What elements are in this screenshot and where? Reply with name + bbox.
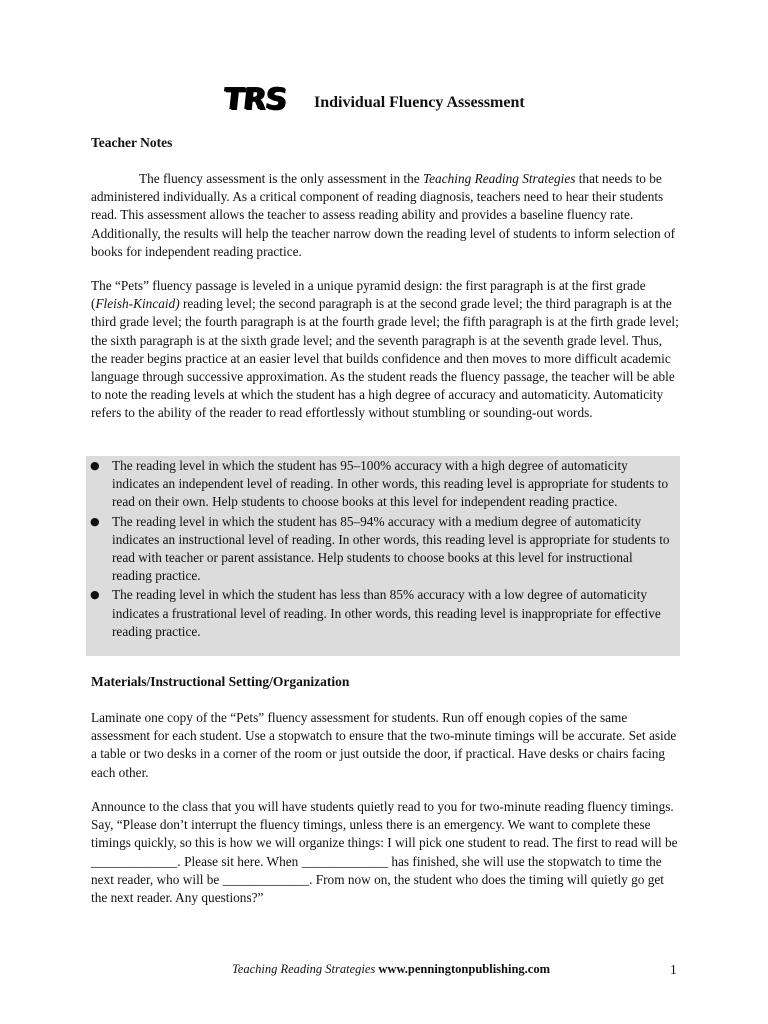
- bullet-icon: ●: [90, 514, 100, 528]
- announce-paragraph: Announce to the class that you will have students quietly read to you for two-minute reading fluency timings. Say, “Please don’t interrupt the fluency timings, unless there is an emergency. We want to complete these timings quickly, so this is how we will organize things: I will pick one student to read. The first to read will be _____________. Please sit here. When _____________ has finished, she will use the stopwatch to time the next reader, who will be _____________. From now on, the student who does the timing will quietly go get the next reader. Any questions?”: [91, 799, 678, 906]
- intro-text-2: that needs to be administered individually. As a critical component of reading diagnosis, teachers need to hear their students read. This assessment allows the teacher to assess reading ability and provides a baseline fluency rate. Additionally, the results will help the teacher narrow down the reading level of students to inform selection of books for independent reading practice.: [91, 171, 676, 259]
- intro-italic-title: Teaching Reading Strategies: [422, 171, 576, 186]
- intro-text-1: The fluency assessment is the only assessment in the: [139, 171, 423, 186]
- pyramid-italic: Fleish-Kincaid): [95, 296, 180, 312]
- list-item-text: The reading level in which the student has 85–94% accuracy with a medium degree of automaticity indicates an instructional level of reading. In other words, this reading level is appropriate for students to read with teacher or parent assistance. Help students to choose books at this level for instructional reading practice.: [112, 513, 670, 584]
- list-item-text: The reading level in which the student has less than 85% accuracy with a low degree of automaticity indicates a frustrational level of reading. In other words, this reading level is inappropriate for effective reading practice.: [112, 587, 661, 639]
- page-number: 1: [670, 962, 677, 977]
- bullet-icon: ●: [90, 459, 100, 472]
- list-item: [86, 513, 680, 586]
- trs-logo: TRS: [222, 82, 289, 117]
- bullet-icon: ●: [90, 588, 100, 602]
- pyramid-text-2: reading level; the second paragraph is at the second grade level; the third paragraph is at the third grade level; the fourth paragraph is at the fourth grade level; the fifth paragraph is at the firth grade level; the sixth paragraph is at the sixth grade level; and the seventh paragraph is at the seventh grade level. Thus, the reader begins practice at an easier level that builds confidence and then moves to more difficult academic language through successive approximation. As the student reads the fluency passage, the teacher will be able to note the reading levels at which the student has a high degree of accuracy and automaticity. Automaticity refers to the ability of the reader to read effortlessly without stumbling or sounding-out words.: [91, 296, 679, 421]
- pyramid-paragraph: [91, 277, 679, 423]
- teacher-notes-heading: Teacher Notes: [91, 135, 173, 150]
- footer-italic: Teaching Reading Strategies: [232, 962, 376, 976]
- list-item-text: The reading level in which the student has 95–100% accuracy with a high degree of automaticity indicates an independent level of reading. In other words, this reading level is appropriate for students to read on their own. Help students to choose books at this level for independent reading practice.: [112, 458, 669, 510]
- list-item: [86, 586, 680, 641]
- materials-paragraph: Laminate one copy of the “Pets” fluency assessment for students. Run off enough copies of the same assessment for each student. Use a stopwatch to ensure that the two-minute timings will be accurate. Set aside a table or two desks in a corner of the room or just outside the door, if practical. Have desks or chairs facing each other.: [91, 710, 677, 780]
- list-item: [86, 457, 680, 512]
- materials-heading: Materials/Instructional Setting/Organization: [91, 674, 350, 689]
- footer-url: www.penningtonpublishing.com: [378, 962, 550, 976]
- footer: [232, 962, 550, 977]
- document-title: Individual Fluency Assessment: [314, 94, 525, 111]
- pyramid-text-1: The “Pets” fluency passage is leveled in a unique pyramid design: the first paragraph is at the first grade (: [91, 278, 646, 312]
- intro-paragraph: [91, 170, 679, 261]
- reading-level-list: [86, 456, 680, 656]
